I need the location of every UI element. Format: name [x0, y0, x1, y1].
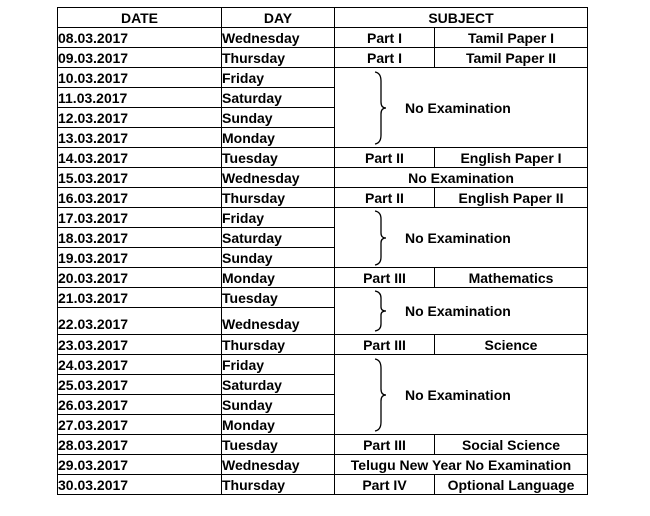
date-cell: 25.03.2017 — [58, 375, 222, 395]
no-examination-label: No Examination — [405, 386, 511, 403]
no-examination-block — [335, 68, 588, 148]
day-cell: Saturday — [222, 375, 335, 395]
table-row — [58, 435, 588, 455]
table-row — [58, 355, 588, 375]
exam-schedule-table — [57, 7, 588, 495]
table-row — [58, 268, 588, 288]
date-cell: 27.03.2017 — [58, 415, 222, 435]
brace-icon — [373, 71, 387, 145]
table-row — [58, 188, 588, 208]
date-cell: 19.03.2017 — [58, 248, 222, 268]
subject-cell: Optional Language — [435, 475, 588, 495]
day-cell: Friday — [222, 208, 335, 228]
date-cell: 29.03.2017 — [58, 455, 222, 475]
date-cell: 14.03.2017 — [58, 148, 222, 168]
part-cell: Part I — [335, 28, 435, 48]
day-cell: Monday — [222, 268, 335, 288]
part-cell: Part II — [335, 188, 435, 208]
part-cell: Part IV — [335, 475, 435, 495]
day-cell: Sunday — [222, 108, 335, 128]
day-cell: Thursday — [222, 188, 335, 208]
header-date: DATE — [58, 8, 222, 28]
subject-cell: English Paper I — [435, 148, 588, 168]
day-cell: Wednesday — [222, 168, 335, 188]
date-cell: 28.03.2017 — [58, 435, 222, 455]
day-cell: Wednesday — [222, 308, 335, 335]
table-row — [58, 208, 588, 228]
date-cell: 16.03.2017 — [58, 188, 222, 208]
no-examination-block — [335, 355, 588, 435]
part-cell: Part III — [335, 268, 435, 288]
date-cell: 24.03.2017 — [58, 355, 222, 375]
header-subject: SUBJECT — [335, 8, 588, 28]
subject-cell: Tamil Paper I — [435, 28, 588, 48]
brace-icon — [373, 358, 387, 432]
date-cell: 08.03.2017 — [58, 28, 222, 48]
date-cell: 11.03.2017 — [58, 88, 222, 108]
day-cell: Tuesday — [222, 435, 335, 455]
table-row — [58, 68, 588, 88]
table-row — [58, 335, 588, 355]
no-examination-block — [335, 208, 588, 268]
subject-cell: English Paper II — [435, 188, 588, 208]
date-cell: 30.03.2017 — [58, 475, 222, 495]
date-cell: 12.03.2017 — [58, 108, 222, 128]
subject-full-cell: No Examination — [335, 168, 588, 188]
day-cell: Friday — [222, 355, 335, 375]
no-examination-label: No Examination — [405, 303, 511, 319]
day-cell: Thursday — [222, 475, 335, 495]
part-cell: Part III — [335, 335, 435, 355]
date-cell: 22.03.2017 — [58, 308, 222, 335]
header-row — [58, 8, 588, 28]
date-cell: 20.03.2017 — [58, 268, 222, 288]
header-day: DAY — [222, 8, 335, 28]
subject-cell: Science — [435, 335, 588, 355]
date-cell: 10.03.2017 — [58, 68, 222, 88]
date-cell: 15.03.2017 — [58, 168, 222, 188]
day-cell: Wednesday — [222, 455, 335, 475]
brace-icon — [373, 290, 387, 332]
day-cell: Thursday — [222, 335, 335, 355]
subject-cell: Mathematics — [435, 268, 588, 288]
day-cell: Thursday — [222, 48, 335, 68]
table-row — [58, 455, 588, 475]
table-row — [58, 28, 588, 48]
day-cell: Sunday — [222, 248, 335, 268]
part-cell: Part II — [335, 148, 435, 168]
part-cell: Part I — [335, 48, 435, 68]
day-cell: Wednesday — [222, 28, 335, 48]
table-row — [58, 288, 588, 308]
table-row — [58, 475, 588, 495]
table-row — [58, 148, 588, 168]
no-examination-block — [335, 288, 588, 335]
date-cell: 21.03.2017 — [58, 288, 222, 308]
date-cell: 23.03.2017 — [58, 335, 222, 355]
day-cell: Tuesday — [222, 148, 335, 168]
subject-full-cell: Telugu New Year No Examination — [335, 455, 588, 475]
no-examination-label: No Examination — [405, 99, 511, 116]
table-row — [58, 48, 588, 68]
day-cell: Monday — [222, 128, 335, 148]
date-cell: 13.03.2017 — [58, 128, 222, 148]
day-cell: Sunday — [222, 395, 335, 415]
day-cell: Saturday — [222, 228, 335, 248]
brace-icon — [373, 210, 387, 266]
subject-cell: Social Science — [435, 435, 588, 455]
day-cell: Saturday — [222, 88, 335, 108]
day-cell: Monday — [222, 415, 335, 435]
subject-cell: Tamil Paper II — [435, 48, 588, 68]
date-cell: 26.03.2017 — [58, 395, 222, 415]
date-cell: 17.03.2017 — [58, 208, 222, 228]
part-cell: Part III — [335, 435, 435, 455]
day-cell: Friday — [222, 68, 335, 88]
day-cell: Tuesday — [222, 288, 335, 308]
no-examination-label: No Examination — [405, 229, 511, 246]
date-cell: 09.03.2017 — [58, 48, 222, 68]
date-cell: 18.03.2017 — [58, 228, 222, 248]
table-row — [58, 168, 588, 188]
